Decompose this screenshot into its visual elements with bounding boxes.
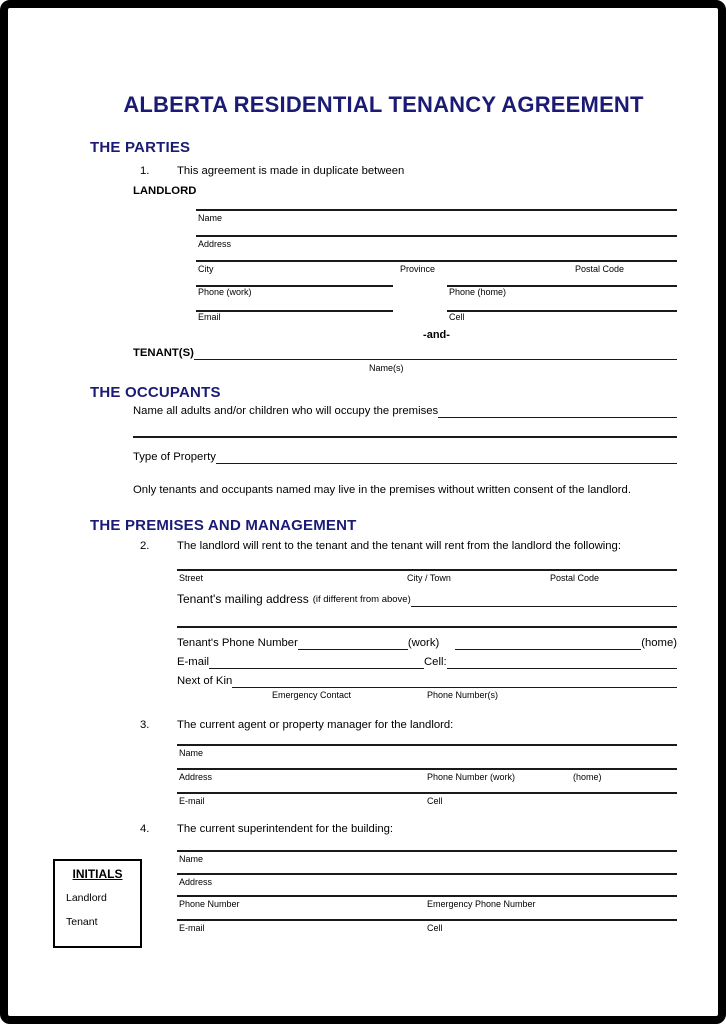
superintendent-address-row <box>177 873 677 889</box>
type-of-property-field[interactable] <box>216 451 677 464</box>
clause-3-text: The current agent or property manager for the landlord: <box>177 719 454 731</box>
landlord-phone-home-label: Phone (home) <box>449 287 507 297</box>
tenant-email-row <box>177 655 677 669</box>
landlord-label: LANDLORD <box>133 185 197 197</box>
agent-name-line[interactable] <box>177 744 677 746</box>
tenant-phone-label: Tenant's Phone Number <box>177 637 298 649</box>
superintendent-email-line[interactable] <box>177 919 677 921</box>
tenant-phone-row <box>177 636 677 650</box>
and-divider: -and- <box>423 329 450 341</box>
next-of-kin-row <box>177 674 677 688</box>
mailing-address-continuation-line[interactable] <box>177 626 677 628</box>
landlord-province-label: Province <box>400 263 436 274</box>
landlord-city-line[interactable] <box>196 260 677 262</box>
tenants-names-hint: Name(s) <box>369 363 404 373</box>
type-of-property-row <box>133 450 677 464</box>
agent-phone-work-label: Phone Number (work) <box>427 771 516 782</box>
section-heading-parties: THE PARTIES <box>90 139 191 156</box>
superintendent-cell-label: Cell <box>427 922 443 933</box>
next-of-kin-field[interactable] <box>232 675 677 688</box>
premises-street-label: Street <box>179 572 204 583</box>
agent-email-row <box>177 792 677 808</box>
landlord-name-label: Name <box>198 212 223 223</box>
clause-4-number: 4. <box>140 823 150 835</box>
tenants-name-field[interactable] <box>194 347 677 360</box>
premises-city-town-label: City / Town <box>407 572 451 583</box>
mailing-address-hint: (if different from above) <box>312 594 411 605</box>
landlord-email-row <box>196 310 677 324</box>
tenant-phone-work-suffix: (work) <box>407 637 440 649</box>
tenant-email-field[interactable] <box>209 656 424 669</box>
next-of-kin-label: Next of Kin <box>177 675 233 687</box>
superintendent-address-label: Address <box>179 876 213 887</box>
landlord-email-label: Email <box>198 312 221 322</box>
occupants-field[interactable] <box>438 405 677 418</box>
agent-phone-home-label: (home) <box>573 771 602 782</box>
superintendent-phone-label: Phone Number <box>179 898 240 909</box>
occupants-row <box>133 404 677 418</box>
clause-2-text: The landlord will rent to the tenant and the tenant will rent from the landlord the following: <box>177 540 621 552</box>
premises-street-line[interactable] <box>177 569 677 571</box>
landlord-address-row <box>196 235 677 251</box>
initials-title: INITIALS <box>72 867 123 881</box>
initials-tenant-label: Tenant <box>66 916 98 928</box>
tenant-phone-work-field[interactable] <box>298 637 408 650</box>
superintendent-phone-row <box>177 895 677 911</box>
clause-1 <box>140 165 680 179</box>
page-title: ALBERTA RESIDENTIAL TENANCY AGREEMENT <box>123 92 644 117</box>
section-heading-occupants: THE OCCUPANTS <box>90 384 221 401</box>
mailing-address-row <box>177 591 677 607</box>
superintendent-email-row <box>177 919 677 935</box>
clause-2-number: 2. <box>140 540 150 552</box>
superintendent-phone-line[interactable] <box>177 895 677 897</box>
landlord-name-row <box>196 209 677 225</box>
tenant-cell-field[interactable] <box>447 656 677 669</box>
superintendent-name-line[interactable] <box>177 850 677 852</box>
tenant-phone-home-field[interactable] <box>455 637 641 650</box>
landlord-city-row <box>196 260 677 276</box>
superintendent-emergency-phone-label: Emergency Phone Number <box>427 898 536 909</box>
tenant-cell-label: Cell: <box>424 656 447 668</box>
emergency-contact-hint: Emergency Contact <box>272 690 352 700</box>
agent-address-row <box>177 768 677 784</box>
type-of-property-label: Type of Property <box>133 451 216 463</box>
consent-note: Only tenants and occupants named may live in the premises without written consent of the landlord. <box>133 484 631 496</box>
landlord-phone-row <box>196 285 677 299</box>
agent-name-label: Name <box>179 747 204 758</box>
superintendent-name-label: Name <box>179 853 204 864</box>
tenant-email-label: E-mail <box>177 656 210 668</box>
clause-3 <box>140 719 680 733</box>
superintendent-name-row <box>177 850 677 866</box>
agent-cell-label: Cell <box>427 795 443 806</box>
premises-postal-code-label: Postal Code <box>550 572 600 583</box>
landlord-city-label: City <box>198 263 214 274</box>
tenant-phone-home-suffix: (home) <box>641 637 677 649</box>
agent-name-row <box>177 744 677 760</box>
mailing-address-label: Tenant's mailing address <box>177 592 309 606</box>
phone-numbers-hint: Phone Number(s) <box>427 690 499 700</box>
occupants-continuation-line[interactable] <box>133 436 677 438</box>
superintendent-address-line[interactable] <box>177 873 677 875</box>
landlord-name-line[interactable] <box>196 209 677 211</box>
clause-1-number: 1. <box>140 165 150 177</box>
tenants-label: TENANT(S) <box>133 347 194 359</box>
clause-3-number: 3. <box>140 719 150 731</box>
landlord-postal-code-label: Postal Code <box>575 263 625 274</box>
clause-4-text: The current superintendent for the building: <box>177 823 394 835</box>
agent-address-label: Address <box>179 771 213 782</box>
premises-street-row <box>177 569 677 585</box>
clause-2 <box>140 540 680 554</box>
mailing-address-field[interactable] <box>411 594 677 607</box>
agent-email-line[interactable] <box>177 792 677 794</box>
agent-address-line[interactable] <box>177 768 677 770</box>
occupants-label: Name all adults and/or children who will occupy the premises <box>133 405 439 417</box>
initials-landlord-label: Landlord <box>66 892 107 904</box>
landlord-cell-label: Cell <box>449 312 465 322</box>
clause-4 <box>140 823 680 837</box>
clause-1-text: This agreement is made in duplicate between <box>177 165 405 177</box>
agent-email-label: E-mail <box>179 795 205 806</box>
initials-box <box>53 859 142 948</box>
landlord-phone-work-label: Phone (work) <box>198 287 252 297</box>
superintendent-email-label: E-mail <box>179 922 205 933</box>
tenants-row <box>133 346 677 360</box>
section-heading-premises: THE PREMISES AND MANAGEMENT <box>90 517 357 534</box>
landlord-address-line[interactable] <box>196 235 677 237</box>
landlord-address-label: Address <box>198 238 232 249</box>
